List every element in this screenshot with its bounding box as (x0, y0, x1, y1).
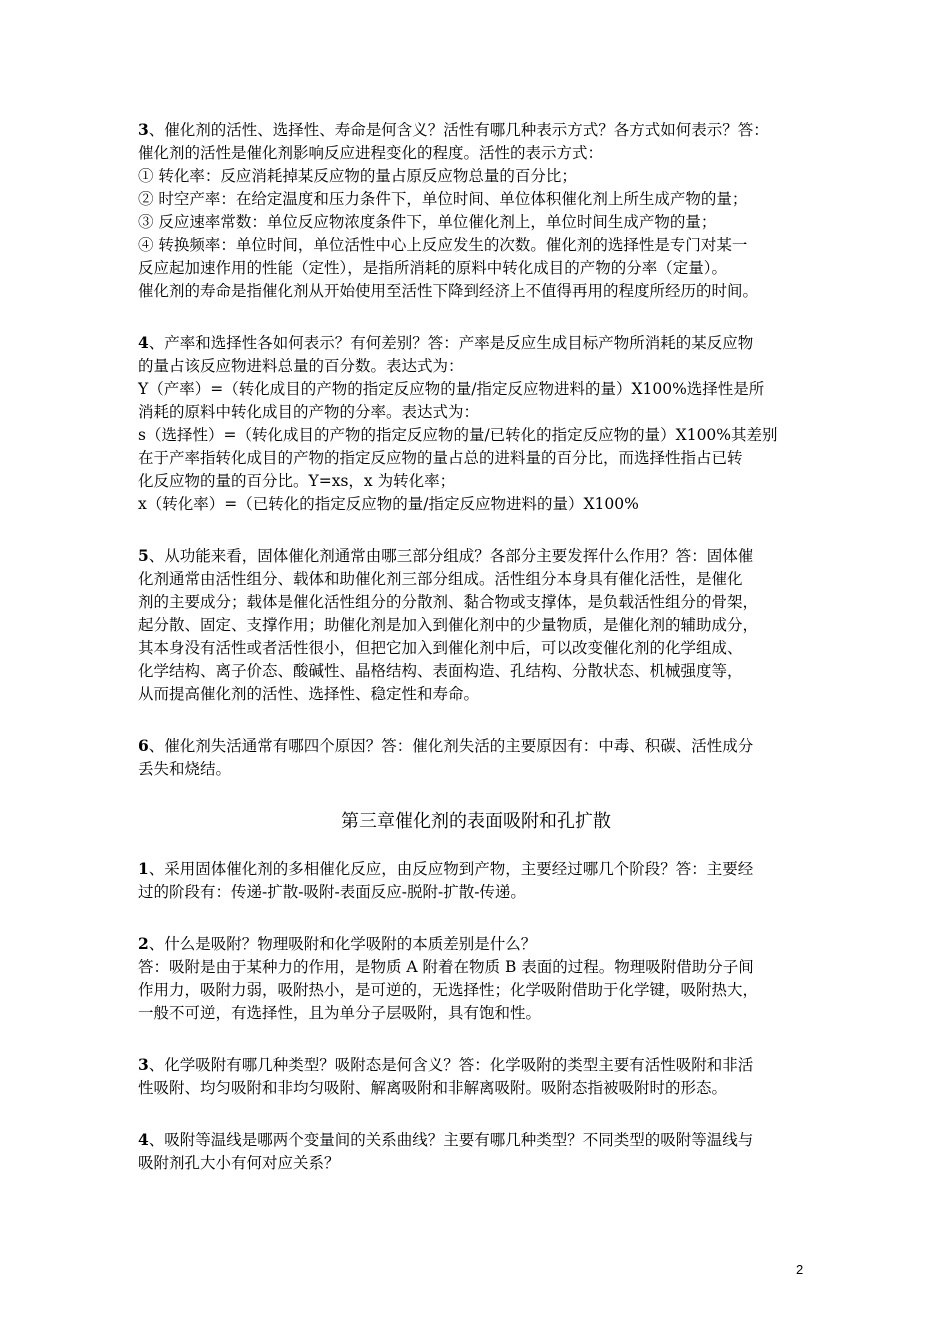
question-number: 3 (138, 1055, 149, 1074)
question-item (138, 118, 814, 303)
answer-line: 性吸附、均匀吸附和非均匀吸附、解离吸附和非解离吸附。吸附态指被吸附时的形态。 (138, 1079, 728, 1097)
document-body (138, 118, 814, 1203)
answer-line: 化学结构、离子价态、酸碱性、晶格结构、表面构造、孔结构、分散状态、机械强度等， (138, 662, 743, 680)
question-text: 、催化剂失活通常有哪四个原因？答：催化剂失活的主要原因有：中毒、积碳、活性成分 (148, 737, 754, 755)
question-heading-line (138, 932, 814, 956)
answer-line: 从而提高催化剂的活性、选择性、稳定性和寿命。 (138, 685, 480, 703)
question-heading-line (138, 734, 814, 758)
answer-line: 丢失和烧结。 (138, 760, 232, 778)
answer-line: 消耗的原料中转化成目的产物的分率。表达式为： (138, 403, 480, 421)
question-heading-line (138, 544, 814, 568)
question-number: 6 (138, 736, 149, 755)
question-heading-line (138, 118, 814, 142)
question-item (138, 734, 814, 781)
question-item (138, 544, 814, 706)
question-item (138, 932, 814, 1025)
answer-line: 剂的主要成分；载体是催化活性组分的分散剂、黏合物或支撑体，是负载活性组分的骨架， (138, 593, 759, 611)
answer-line: ② 时空产率：在给定温度和压力条件下，单位时间、单位体积催化剂上所生成产物的量； (138, 190, 748, 208)
answer-line: 其本身没有活性或者活性很小，但把它加入到催化剂中后，可以改变催化剂的化学组成、 (138, 639, 743, 657)
answer-line: 在于产率指转化成目的产物的指定反应物的量占总的进料量的百分比，而选择性指占已转 (138, 449, 743, 467)
question-text: 、从功能来看，固体催化剂通常由哪三部分组成？各部分主要发挥什么作用？答：固体催 (148, 547, 754, 565)
sections-after-chapter (138, 857, 814, 1175)
answer-line: 的量占该反应物进料总量的百分数。表达式为： (138, 357, 464, 375)
question-heading-line (138, 857, 814, 881)
question-text: 、采用固体催化剂的多相催化反应，由反应物到产物，主要经过哪几个阶段？答：主要经 (148, 860, 754, 878)
answer-line: 催化剂的寿命是指催化剂从开始使用至活性下降到经济上不值得再用的程度所经历的时间。 (138, 282, 759, 300)
page-number: 2 (796, 1262, 804, 1277)
question-number: 4 (138, 333, 149, 352)
question-text: 、吸附等温线是哪两个变量间的关系曲线？主要有哪几种类型？不同类型的吸附等温线与 (148, 1131, 754, 1149)
question-heading-line (138, 331, 814, 355)
answer-line: 催化剂的活性是催化剂影响反应进程变化的程度。活性的表示方式： (138, 144, 604, 162)
question-item (138, 331, 814, 516)
answer-line: ④ 转换频率：单位时间，单位活性中心上反应发生的次数。催化剂的选择性是专门对某一 (138, 236, 748, 254)
question-item (138, 1128, 814, 1175)
answer-line: Y（产率）=（转化成目的产物的指定反应物的量/指定反应物进料的量）X100%选择性是所 (138, 380, 765, 398)
answer-line: 过的阶段有：传递-扩散-吸附-表面反应-脱附-扩散-传递。 (138, 883, 526, 901)
question-number: 2 (138, 934, 149, 953)
sections-before-chapter (138, 118, 814, 781)
question-text: 、化学吸附有哪几种类型？吸附态是何含义？答：化学吸附的类型主要有活性吸附和非活 (148, 1056, 754, 1074)
question-text: 、什么是吸附？物理吸附和化学吸附的本质差别是什么？ (148, 935, 537, 953)
answer-line: 一般不可逆，有选择性，且为单分子层吸附，具有饱和性。 (138, 1004, 542, 1022)
answer-line: ③ 反应速率常数：单位反应物浓度条件下，单位催化剂上，单位时间生成产物的量； (138, 213, 717, 231)
question-number: 4 (138, 1130, 149, 1149)
question-item (138, 1053, 814, 1100)
question-number: 1 (138, 859, 149, 878)
question-number: 3 (138, 120, 149, 139)
answer-line: 起分散、固定、支撑作用；助催化剂是加入到催化剂中的少量物质，是催化剂的辅助成分， (138, 616, 759, 634)
question-heading-line (138, 1128, 814, 1152)
answer-line: 答：吸附是由于某种力的作用，是物质 A 附着在物质 B 表面的过程。物理吸附借助分子间 (138, 958, 754, 976)
answer-line: s（选择性）=（转化成目的产物的指定反应物的量/已转化的指定反应物的量）X100%其差别 (138, 426, 778, 444)
question-text: 、催化剂的活性、选择性、寿命是何含义？活性有哪几种表示方式？各方式如何表示？答： (148, 121, 769, 139)
question-item (138, 857, 814, 904)
chapter-title: 第三章催化剂的表面吸附和孔扩散 (341, 811, 611, 832)
question-text: 、产率和选择性各如何表示？有何差别？答：产率是反应生成目标产物所消耗的某反应物 (148, 334, 754, 352)
answer-line: 作用力，吸附力弱，吸附热小，是可逆的，无选择性；化学吸附借助于化学键，吸附热大， (138, 981, 759, 999)
question-heading-line (138, 1053, 814, 1077)
answer-line: 化反应物的量的百分比。Y=xs，x 为转化率； (138, 472, 456, 490)
answer-line: ① 转化率：反应消耗掉某反应物的量占原反应物总量的百分比； (138, 167, 577, 185)
answer-line: 反应起加速作用的性能（定性），是指所消耗的原料中转化成目的产物的分率（定量）。 (138, 259, 728, 277)
question-number: 5 (138, 546, 149, 565)
answer-line: x（转化率）=（已转化的指定反应物的量/指定反应物进料的量）X100% (138, 495, 639, 513)
answer-line: 吸附剂孔大小有何对应关系？ (138, 1154, 340, 1172)
answer-line: 化剂通常由活性组分、载体和助催化剂三部分组成。活性组分本身具有催化活性，是催化 (138, 570, 743, 588)
